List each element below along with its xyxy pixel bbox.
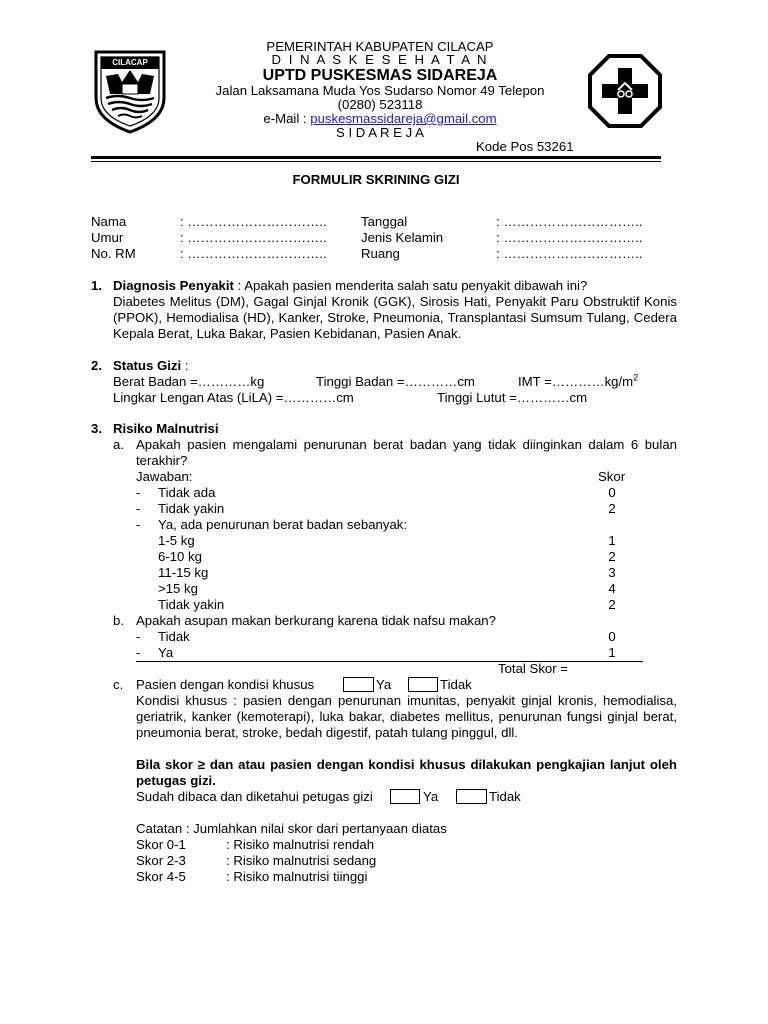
catatan-value: : Risiko malnutrisi tiinggi: [226, 869, 368, 884]
catatan-key: Skor 0-1: [136, 837, 186, 852]
catatan-key: Skor 4-5: [136, 869, 186, 884]
label-no-rm: No. RM: [91, 246, 136, 261]
checkbox-kondisi-tidak-label: Tidak: [440, 677, 472, 692]
header-city: S I D A R E J A: [336, 125, 424, 140]
field-tinggi-badan[interactable]: Tinggi Badan =…………cm: [316, 374, 475, 389]
answer-a-label: Ya, ada penurunan berat badan sebanyak:: [158, 517, 408, 532]
section-1-heading: [113, 278, 587, 294]
header-rule-thin: [91, 161, 661, 162]
question-a-letter: a.: [113, 437, 124, 452]
field-umur[interactable]: : …………………………..: [180, 230, 327, 245]
field-nama[interactable]: : …………………………..: [180, 214, 327, 229]
total-score-label: Total Skor =: [498, 661, 568, 676]
answer-header: Jawaban:: [136, 469, 193, 484]
field-tanggal[interactable]: : …………………………..: [496, 214, 643, 229]
answer-a-score: 3: [608, 565, 616, 580]
header-address: Jalan Laksamana Muda Yos Sudarso Nomor 49 Telepon: [215, 83, 545, 98]
answer-a-label: 11-15 kg: [158, 565, 209, 580]
answer-a-score: 4: [608, 581, 616, 596]
header-line3: UPTD PUSKESMAS SIDAREJA: [262, 67, 498, 84]
answer-a-label: 6-10 kg: [158, 549, 202, 564]
answer-a-score: 2: [608, 597, 616, 612]
header-line1: PEMERINTAH KABUPATEN CILACAP: [266, 39, 494, 54]
answer-b-score: 1: [608, 645, 616, 660]
list-item-dash: -: [136, 485, 141, 500]
answer-a-label: Tidak yakin: [158, 597, 225, 612]
question-a-text: Apakah pasien mengalami penurunan berat badan yang tidak diinginkan dalam 6 bulan terakhir?: [136, 437, 677, 468]
section-1-number: 1.: [91, 278, 102, 293]
list-item-dash: -: [136, 517, 141, 532]
form-title: FORMULIR SKRINING GIZI: [292, 172, 460, 187]
label-jenis-kelamin: Jenis Kelamin: [361, 230, 444, 245]
email-label: e-Mail :: [263, 111, 311, 126]
list-item-dash: -: [136, 501, 141, 516]
checkbox-read-tidak[interactable]: [456, 789, 487, 804]
header-phone: (0280) 523118: [337, 97, 423, 112]
field-berat-badan[interactable]: Berat Badan =…………kg: [113, 374, 265, 389]
email-link[interactable]: puskesmassidareja@gmail.com: [310, 111, 497, 126]
catatan-value: : Risiko malnutrisi rendah: [226, 837, 375, 852]
label-nama: Nama: [91, 214, 127, 229]
answer-a-label: >15 kg: [158, 581, 198, 596]
checkbox-read-tidak-label: Tidak: [489, 789, 521, 804]
section-2-title: Status Gizi: [113, 358, 182, 373]
logo-cilacap-text: CILACAP: [112, 58, 148, 67]
answer-b-label: Tidak: [158, 629, 190, 644]
imt-text: IMT =…………kg/m: [518, 374, 634, 389]
catatan-key: Skor 2-3: [136, 853, 186, 868]
label-tanggal: Tanggal: [361, 214, 408, 229]
question-c-letter: c.: [113, 677, 124, 692]
question-c-body: Kondisi khusus : pasien dengan penurunan imunitas, penyakit ginjal kronis, hemodialisa, geriatrik, kanker (kemoterapi), luka bakar, diabetes mellitus, penurunan fungsi ginjal berat, pneumonia berat, stroke, bedah digestif, patah tulang pinggul, dll.: [136, 693, 677, 740]
imt-superscript: 2: [633, 372, 639, 383]
read-line-label: Sudah dibaca dan diketahui petugas gizi: [136, 789, 373, 804]
list-item-dash: -: [136, 645, 141, 660]
field-jenis-kelamin[interactable]: : …………………………..: [496, 230, 643, 245]
checkbox-read-ya-label: Ya: [423, 789, 439, 804]
section-1-title: Diagnosis Penyakit: [113, 278, 234, 293]
question-c-text: Pasien dengan kondisi khusus: [136, 677, 315, 692]
label-umur: Umur: [91, 230, 124, 245]
header-postal: Kode Pos 53261: [476, 139, 574, 154]
note-bold: Bila skor ≥ dan atau pasien dengan kondisi khusus dilakukan pengkajian lanjut oleh petugas gizi.: [136, 757, 677, 788]
label-ruang: Ruang: [361, 246, 400, 261]
answer-b-score: 0: [608, 629, 616, 644]
section-2-number: 2.: [91, 358, 102, 373]
answer-a-score: 1: [608, 533, 616, 548]
section-1-question: : Apakah pasien menderita salah satu penyakit dibawah ini?: [233, 278, 588, 293]
field-imt[interactable]: [518, 374, 638, 390]
section-3-title: Risiko Malnutrisi: [113, 421, 219, 436]
score-header: Skor: [598, 469, 626, 484]
checkbox-kondisi-tidak[interactable]: [408, 677, 438, 692]
field-lila[interactable]: Lingkar Lengan Atas (LiLA) =…………cm: [113, 390, 354, 405]
catatan-value: : Risiko malnutrisi sedang: [226, 853, 377, 868]
checkbox-read-ya[interactable]: [390, 789, 420, 804]
logo-puskesmas: [586, 52, 664, 130]
question-b-text: Apakah asupan makan berkurang karena tidak nafsu makan?: [136, 613, 496, 628]
header-rule-thick: [91, 156, 661, 159]
answer-a-label: 1-5 kg: [158, 533, 195, 548]
catatan-title: Catatan : Jumlahkan nilai skor dari pertanyaan diatas: [136, 821, 447, 836]
field-no-rm[interactable]: : …………………………..: [180, 246, 327, 261]
answer-a-score: 2: [608, 501, 616, 516]
answer-b-label: Ya: [158, 645, 174, 660]
header-line2: D I N A S K E S E H A T A N: [271, 52, 489, 67]
section-2-colon: :: [181, 358, 189, 373]
answer-a-label: Tidak yakin: [158, 501, 225, 516]
checkbox-kondisi-ya[interactable]: [343, 677, 374, 692]
field-ruang[interactable]: : …………………………..: [496, 246, 643, 261]
answer-a-score: 2: [608, 549, 616, 564]
section-3-number: 3.: [91, 421, 102, 436]
answer-a-score: 0: [608, 485, 616, 500]
answer-a-label: Tidak ada: [158, 485, 216, 500]
list-item-dash: -: [136, 629, 141, 644]
question-b-letter: b.: [113, 613, 124, 628]
field-tinggi-lutut[interactable]: Tinggi Lutut =…………cm: [437, 390, 588, 405]
section-2-heading: [113, 358, 188, 374]
checkbox-kondisi-ya-label: Ya: [376, 677, 392, 692]
section-1-body: Diabetes Melitus (DM), Gagal Ginjal Kronik (GGK), Sirosis Hati, Penyakit Paru Obstruktif Konis (PPOK), Hemodialisa (HD), Kanker, Stroke, Pneumonia, Transplantasi Sumsum Tulang, Cedera Kepala Berat, Luka Bakar, Pasien Kebidanan, Pasien Anak.: [113, 294, 677, 341]
logo-cilacap: [92, 48, 168, 134]
